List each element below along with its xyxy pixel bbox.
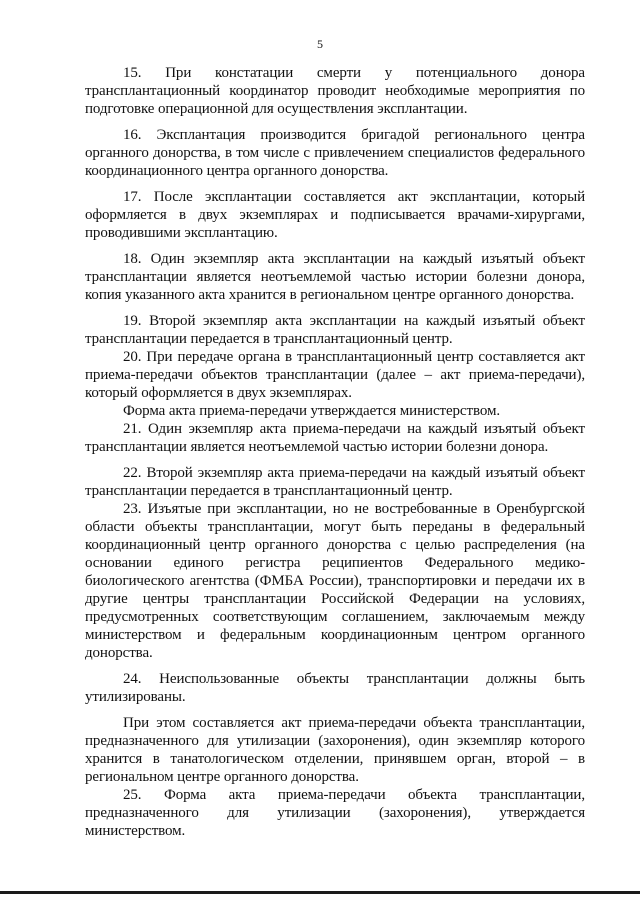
- paragraph-disposal-act: При этом составляется акт приема-передачи объекта трансплантации, предназначенного для утилизации (захоронения), один экземпляр которого хранится в танатологическом отделении, принявшем орган, второй – в региональном центре органного донорства.: [85, 715, 585, 785]
- paragraph-24: 24. Неиспользованные объекты трансплантации должны быть утилизированы.: [85, 671, 585, 705]
- paragraph-23: 23. Изъятые при эксплантации, но не востребованные в Оренбургской области объекты трансплантации, могут быть переданы в федеральный координационный центр органного донорства с целью распределения (на основании единого регистра реципиентов Федерального медико-биологического агентства (ФМБА России), транспортировки и передачи их в другие центры трансплантации Российской Федерации на условиях, предусмотренных соответствующим соглашением, заключаемым между министерством и федеральным координационным центром органного донорства.: [85, 501, 585, 661]
- bottom-rule: [0, 891, 640, 894]
- paragraph-18: 18. Один экземпляр акта эксплантации на каждый изъятый объект трансплантации является неотъемлемой частью истории болезни донора, копия указанного акта хранится в региональном центре органного донорства.: [85, 251, 585, 303]
- page-number: 5: [317, 37, 323, 51]
- paragraph-22: 22. Второй экземпляр акта приема-передачи на каждый изъятый объект трансплантации передается в трансплантационный центр.: [85, 465, 585, 499]
- paragraph-form-note: Форма акта приема-передачи утверждается министерством.: [123, 403, 500, 419]
- paragraph-21: 21. Один экземпляр акта приема-передачи на каждый изъятый объект трансплантации является неотъемлемой частью истории болезни донора.: [85, 421, 585, 455]
- document-body: [85, 64, 585, 840]
- paragraph-16: 16. Эксплантация производится бригадой регионального центра органного донорства, в том числе с привлечением специалистов федерального координационного центра органного донорства.: [85, 127, 585, 179]
- paragraph-20: 20. При передаче органа в трансплантационный центр составляется акт приема-передачи объектов трансплантации (далее – акт приема-передачи), который оформляется в двух экземплярах.: [85, 349, 585, 401]
- paragraph-17: 17. После эксплантации составляется акт эксплантации, который оформляется в двух экземплярах и подписывается врачами-хирургами, проводившими эксплантацию.: [85, 189, 585, 241]
- paragraph-19: 19. Второй экземпляр акта эксплантации на каждый изъятый объект трансплантации передается в трансплантационный центр.: [85, 313, 585, 347]
- paragraph-15: 15. При констатации смерти у потенциального донора трансплантационный координатор проводит необходимые мероприятия по подготовке операционной для осуществления эксплантации.: [85, 65, 585, 117]
- paragraph-25: 25. Форма акта приема-передачи объекта трансплантации, предназначенного для утилизации (захоронения), утверждается министерством.: [85, 787, 585, 839]
